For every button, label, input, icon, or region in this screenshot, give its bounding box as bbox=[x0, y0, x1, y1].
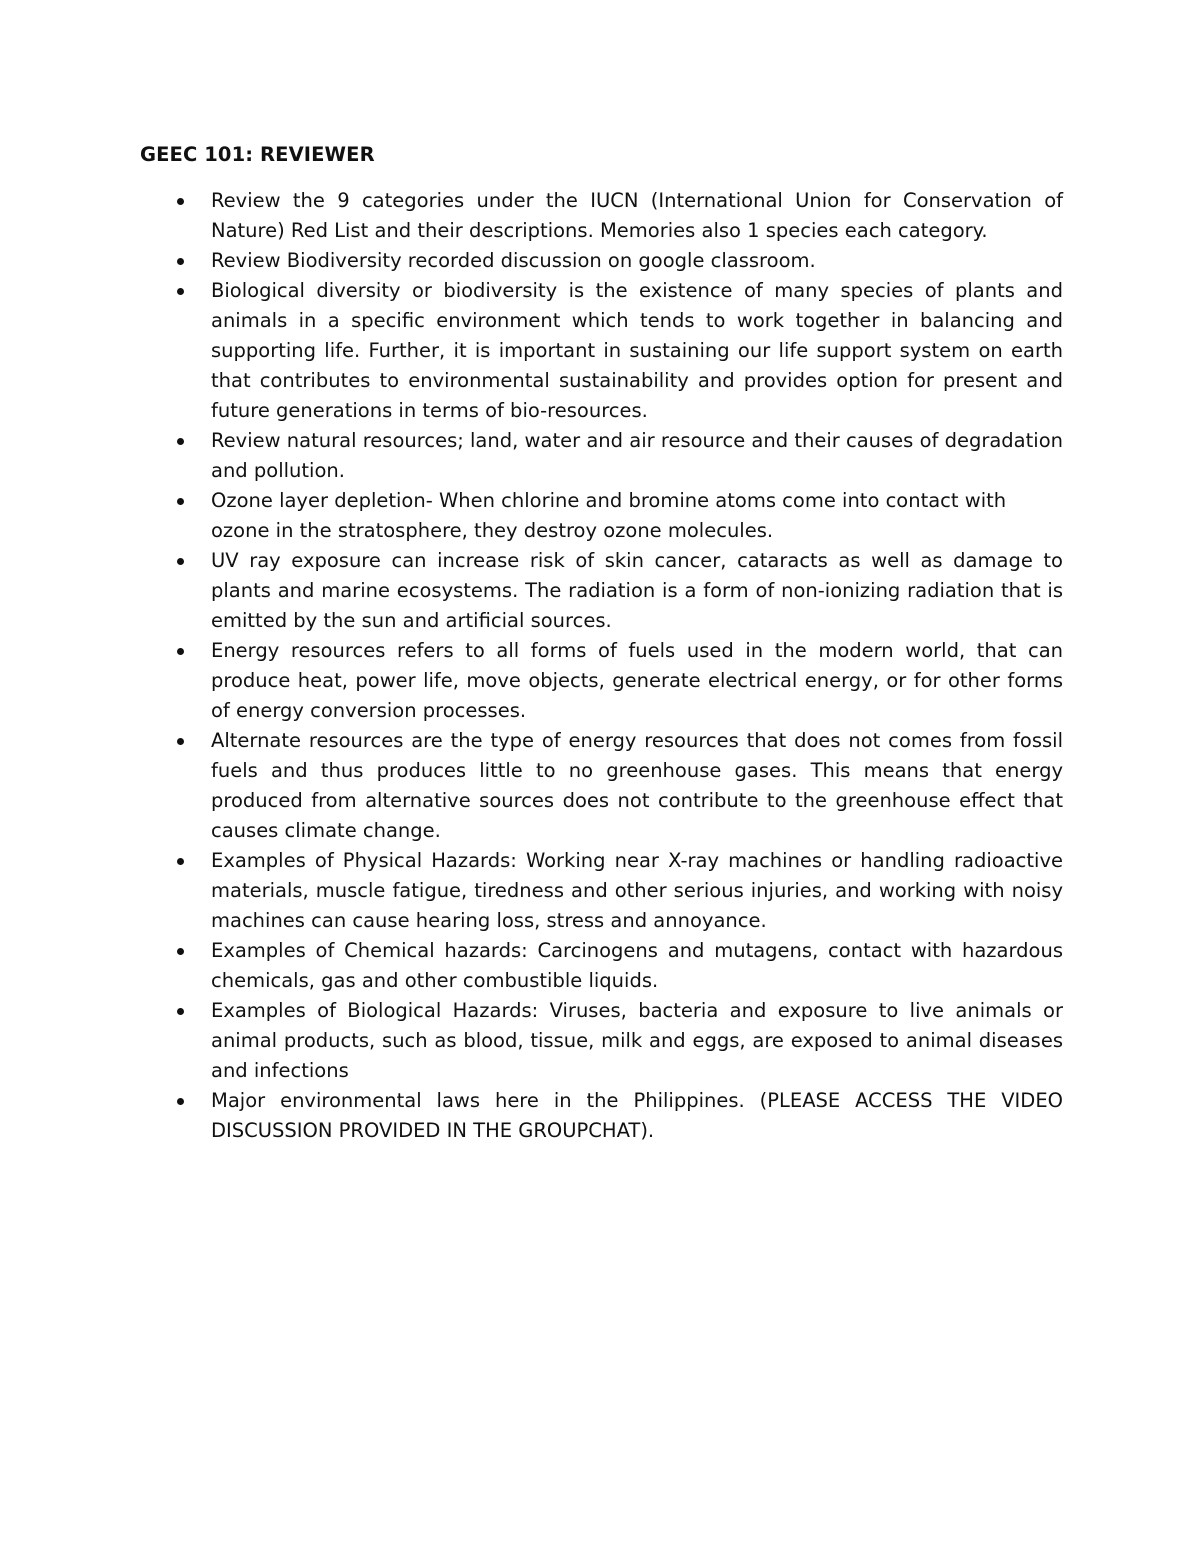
list-item bbox=[211, 186, 1063, 246]
bullet-icon bbox=[177, 258, 184, 265]
bullet-icon bbox=[177, 858, 184, 865]
bullet-list bbox=[211, 186, 1063, 1146]
bullet-icon bbox=[177, 648, 184, 655]
bullet-icon bbox=[177, 738, 184, 745]
list-item-text: Alternate resources are the type of energy resources that does not comes from fossil fuels and thus produces little to no greenhouse gases. This means that energy produced from alternative sources does not contribute to the greenhouse effect that causes climate change. bbox=[211, 729, 1063, 842]
list-item bbox=[211, 276, 1063, 426]
bullet-icon bbox=[177, 438, 184, 445]
list-item bbox=[211, 636, 1063, 726]
list-item bbox=[211, 996, 1063, 1086]
bullet-icon bbox=[177, 948, 184, 955]
list-item-text: Major environmental laws here in the Philippines. (PLEASE ACCESS THE VIDEO DISCUSSION PROVIDED IN THE GROUPCHAT). bbox=[211, 1089, 1063, 1142]
list-item-text: Energy resources refers to all forms of fuels used in the modern world, that can produce heat, power life, move objects, generate electrical energy, or for other forms of energy conversion processes. bbox=[211, 639, 1063, 722]
bullet-icon bbox=[177, 498, 184, 505]
bullet-icon bbox=[177, 1098, 184, 1105]
list-item bbox=[211, 426, 1063, 486]
bullet-icon bbox=[177, 288, 184, 295]
list-item bbox=[211, 726, 1063, 846]
list-item-text: Ozone layer depletion- When chlorine and bromine atoms come into contact with ozone in the stratosphere, they destroy ozone molecules. bbox=[211, 489, 1007, 542]
list-item-text: Biological diversity or biodiversity is the existence of many species of plants and animals in a specific environment which tends to work together in balancing and supporting life. Further, it is important in sustaining our life support system on earth that contributes to environmental sustainability and provides option for present and future generations in terms of bio-resources. bbox=[211, 279, 1063, 422]
bullet-icon bbox=[177, 1008, 184, 1015]
list-item-text: Examples of Chemical hazards: Carcinogens and mutagens, contact with hazardous chemicals, gas and other combustible liquids. bbox=[211, 939, 1063, 992]
bullet-icon bbox=[177, 198, 184, 205]
list-item bbox=[211, 1086, 1063, 1146]
list-item bbox=[211, 936, 1063, 996]
list-item bbox=[211, 486, 1063, 546]
bullet-icon bbox=[177, 558, 184, 565]
list-item bbox=[211, 846, 1063, 936]
list-item-text: UV ray exposure can increase risk of skin cancer, cataracts as well as damage to plants and marine ecosystems. The radiation is a form of non-ionizing radiation that is emitted by the sun and artificial sources. bbox=[211, 549, 1063, 632]
document-title: GEEC 101: REVIEWER bbox=[140, 143, 375, 166]
list-item-text: Examples of Physical Hazards: Working near X-ray machines or handling radioactive materials, muscle fatigue, tiredness and other serious injuries, and working with noisy machines can cause hearing loss, stress and annoyance. bbox=[211, 849, 1063, 932]
list-item-text: Review the 9 categories under the IUCN (International Union for Conservation of Nature) Red List and their descriptions. Memories also 1 species each category. bbox=[211, 189, 1063, 242]
list-item-text: Review natural resources; land, water and air resource and their causes of degradation and pollution. bbox=[211, 429, 1063, 482]
list-item-text: Examples of Biological Hazards: Viruses, bacteria and exposure to live animals or animal products, such as blood, tissue, milk and eggs, are exposed to animal diseases and infections bbox=[211, 999, 1063, 1082]
list-item bbox=[211, 546, 1063, 636]
list-item-text: Review Biodiversity recorded discussion on google classroom. bbox=[211, 249, 816, 272]
list-item bbox=[211, 246, 1063, 276]
